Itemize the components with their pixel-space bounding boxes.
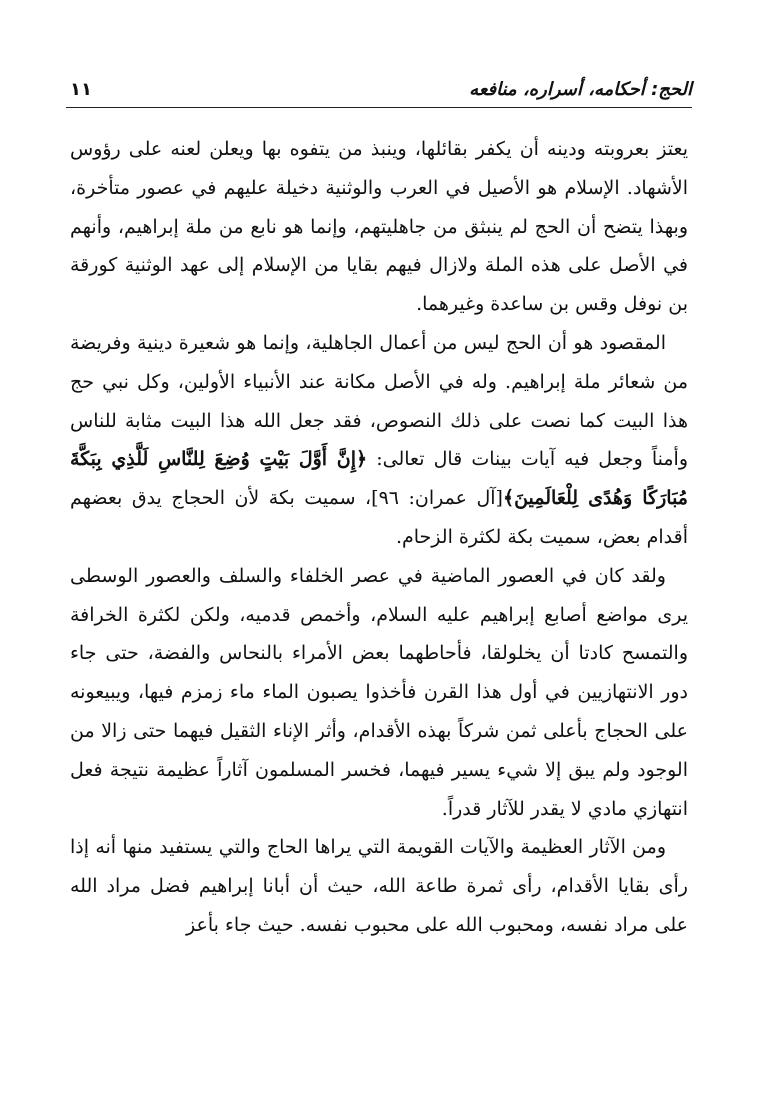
paragraph-text: المقصود هو أن الحج ليس من أعمال الجاهلية، وإنما هو شعيرة دينية وفريضة من شعائر ملة إبراهيم. وله في الأصل مكانة عند الأنبياء الأولين، وكل نبي حج هذا البيت كما نصت على ذلك النصوص، فقد جعل الله هذا البيت مثابة للناس وأمناً وجعل فيه آيات بينات قال تعالى: <box>70 331 688 471</box>
running-title: الحج: أحكامه، أسراره، منافعه <box>469 79 692 100</box>
paragraph <box>70 130 688 324</box>
paragraph-text: ومن الآثار العظيمة والآيات القويمة التي يراها الحاج والتي يستفيد منها أنه إذا رأى بقايا الأقدام، رأى ثمرة طاعة الله، حيث أن أبانا إبراهيم فضل مراد الله على مراد نفسه، ومحبوب الله على محبوب نفسه. حيث جاء بأعز <box>70 836 688 936</box>
paragraph <box>70 828 688 944</box>
body-text <box>70 130 688 945</box>
paragraph <box>70 557 688 829</box>
header-rule <box>66 107 692 108</box>
quran-verse: ﴿إِنَّ أَوَّلَ بَيْتٍ وُضِعَ لِلنَّاسِ لَلَّذِي بِبَكَّةَ مُبَارَكًا وَهُدًى لِلْعَالَمِينَ﴾ <box>70 448 688 510</box>
paragraph-text: يعتز بعروبته ودينه أن يكفر بقائلها، وينبذ من يتفوه بها ويعلن لعنه على رؤوس الأشهاد. الإسلام هو الأصيل في العرب والوثنية دخيلة عليهم في عصور متأخرة، وبهذا يتضح أن الحج لم ينبثق من جاهليتهم، وإنما هو نابع من ملة إبراهيم، وأنهم في الأصل على هذه الملة ولازال فيهم بقايا من الإسلام إلى عهد الوثنية كورقة بن نوفل وقس بن ساعدة وغيرهما. <box>70 138 689 316</box>
page-header <box>66 74 692 108</box>
page-number: ١١ <box>70 79 92 100</box>
paragraph-text: ولقد كان في العصور الماضية في عصر الخلفاء والسلف والعصور الوسطى يرى مواضع أصابع إبراهيم عليه السلام، وأخمص قدميه، ولكن لكثرة الخرافة والتمسح كادتا أن يخلولقا، فأحاطهما بعض الأمراء بالنحاس والفضة، حتى جاء دور الانتهازيين في أول هذا القرن فأخذوا يصبون الماء ماء زمزم فيها، ويبيعونه على الحجاج بأعلى ثمن شركاً بهذه الأقدام، وأثر الإناء الثقيل فيهما حتى زالا من الوجود ولم يبق إلا شيء يسير فيهما، فخسر المسلمون آثاراً عظيمة نتيجة فعل انتهازي مادي لا يقدر للآثار قدراً. <box>70 564 688 820</box>
paragraph-text: ، سميت بكة لأن الحجاج يدق بعضهم أقدام بعض، سميت بكة لكثرة الزحام. <box>70 487 688 548</box>
verse-citation: [آل عمران: ٩٦] <box>371 487 503 510</box>
paragraph <box>70 324 688 557</box>
